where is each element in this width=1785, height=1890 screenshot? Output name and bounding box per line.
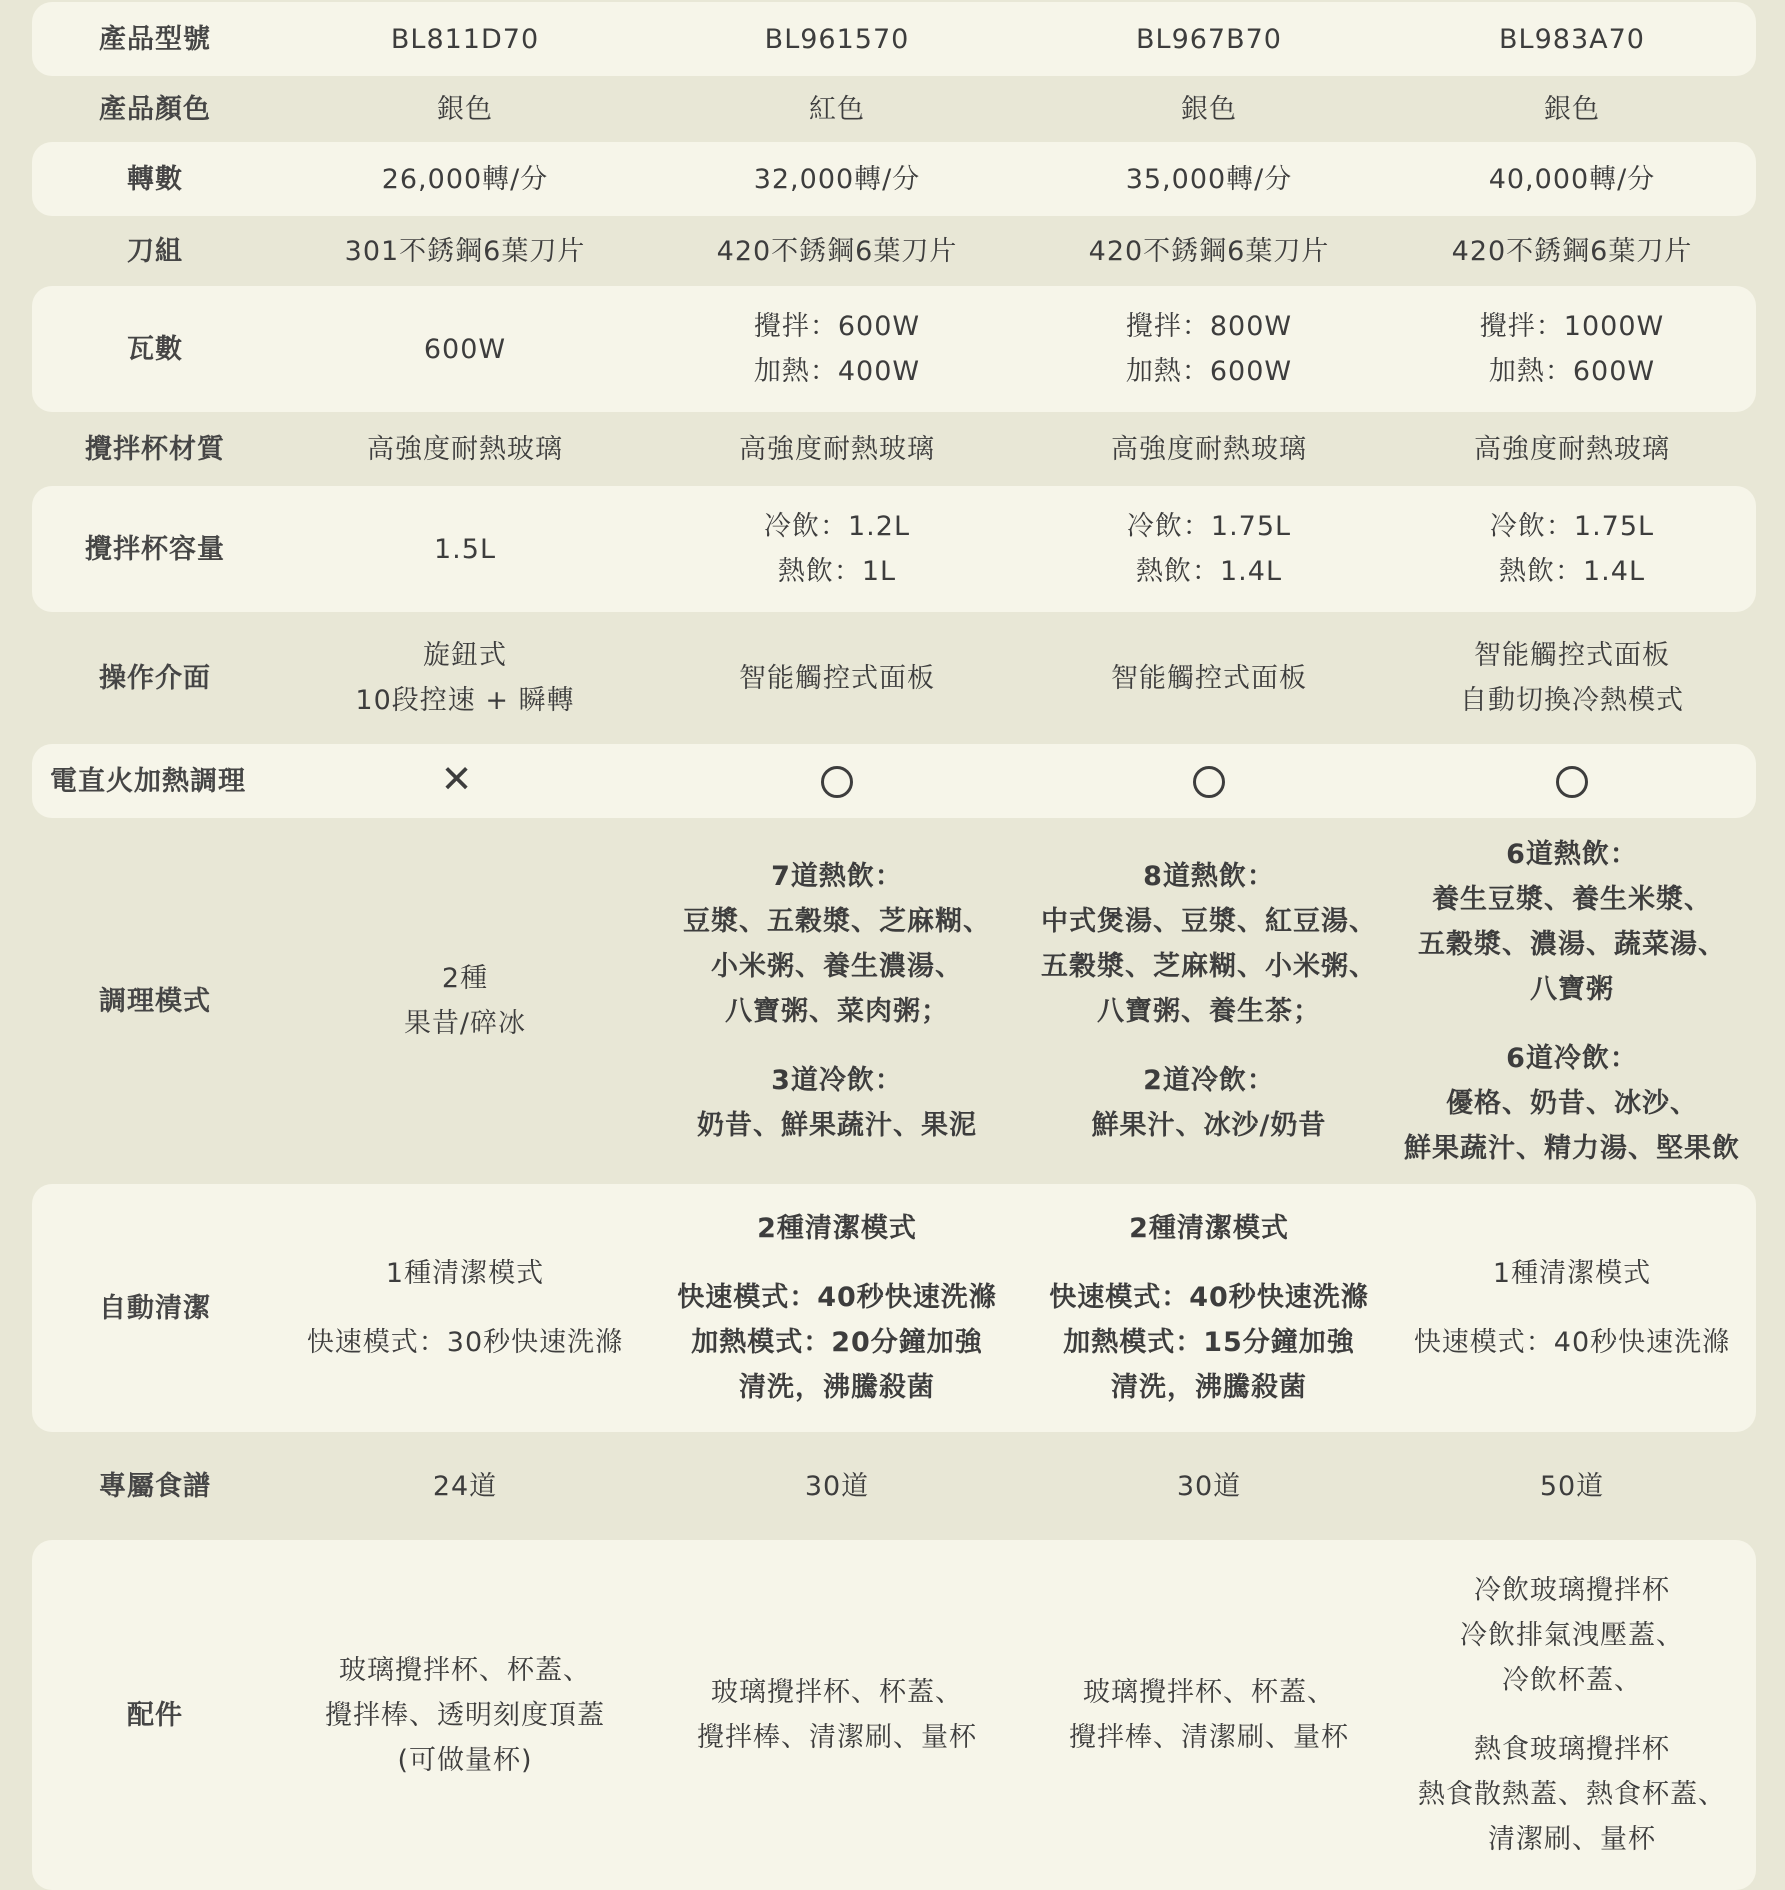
- table-cell: [1396, 17, 1748, 62]
- cell-text: 600W: [423, 333, 507, 365]
- cell-text: 冷飲：1.75L: [1489, 511, 1655, 542]
- cell-text: 銀色: [437, 93, 493, 125]
- table-cell: [652, 427, 1022, 472]
- cell-text: 30道: [1176, 1470, 1242, 1502]
- table-cell: [278, 757, 652, 806]
- row-label: 電直火加熱調理: [50, 765, 246, 797]
- table-cell: [278, 327, 652, 372]
- cell-text: 紅色: [809, 93, 865, 125]
- cell-text: 24道: [432, 1470, 498, 1502]
- cell-text: BL983A70: [1499, 23, 1645, 55]
- cell-text: 30道: [804, 1470, 870, 1502]
- cell-text: 八寶粥、養生茶；: [1097, 996, 1321, 1027]
- table-cell: [1396, 832, 1748, 1171]
- cell-text: 熱飲：1L: [777, 556, 897, 587]
- circle-mark-icon: [1193, 766, 1225, 798]
- cell-text: (可做量杯): [397, 1744, 533, 1776]
- table-row: [32, 76, 1756, 142]
- table-cell: [1396, 633, 1748, 723]
- row-label: 刀組: [127, 235, 183, 267]
- cell-text: 攪拌棒、清潔刷、量杯: [697, 1722, 977, 1753]
- cell-text: 1種清潔模式: [385, 1258, 545, 1289]
- table-cell: [652, 854, 1022, 1148]
- cell-text: 32,000轉/分: [753, 163, 921, 195]
- cell-text: 高強度耐熱玻璃: [1111, 433, 1307, 465]
- row-label: 產品型號: [99, 23, 211, 55]
- row-label: 產品顏色: [99, 93, 211, 125]
- cell-text: 冷飲：1.2L: [764, 511, 910, 542]
- table-cell: [652, 157, 1022, 202]
- cell-text: 熱飲：1.4L: [1136, 556, 1282, 587]
- row-label: 自動清潔: [99, 1292, 211, 1324]
- circle-mark-icon: [1556, 766, 1588, 798]
- cross-mark-icon: ✕: [440, 756, 474, 801]
- cell-text: 攪拌：600W: [753, 311, 921, 342]
- table-cell: [278, 87, 652, 132]
- cell-text: 420不銹鋼6葉刀片: [1451, 235, 1693, 267]
- cell-text: 加熱：600W: [1125, 356, 1293, 387]
- cell-text: 8道熱飲：: [1143, 861, 1275, 892]
- table-cell: [1022, 1464, 1396, 1509]
- cell-text: 玻璃攪拌杯、杯蓋、: [1083, 1677, 1335, 1708]
- cell-text: 高強度耐熱玻璃: [739, 433, 935, 465]
- table-cell: [652, 1670, 1022, 1760]
- cell-text: 攪拌棒、清潔刷、量杯: [1069, 1722, 1349, 1753]
- table-cell: [1396, 304, 1748, 394]
- cell-text: BL967B70: [1136, 23, 1282, 55]
- row-label: 轉數: [127, 163, 183, 195]
- cell-text: 奶昔、鮮果蔬汁、果泥: [697, 1110, 977, 1141]
- table-cell: [1396, 1251, 1748, 1365]
- table-cell: [1396, 1464, 1748, 1509]
- group-spacer: [1022, 1251, 1396, 1275]
- cell-text: 清潔刷、量杯: [1488, 1824, 1656, 1855]
- cell-text: 40,000轉/分: [1488, 163, 1656, 195]
- table-cell: [1022, 1206, 1396, 1410]
- cell-text: 小米粥、養生濃湯、: [711, 951, 963, 982]
- table-cell: [1022, 229, 1396, 274]
- table-cell: [278, 633, 652, 723]
- table-cell: [652, 504, 1022, 594]
- cell-text: BL811D70: [390, 23, 540, 55]
- cell-text: 熱食散熱蓋、熱食杯蓋、: [1418, 1779, 1726, 1810]
- cell-text: 2種清潔模式: [757, 1213, 917, 1244]
- cell-text: 快速模式：40秒快速洗滌: [1049, 1282, 1369, 1313]
- cell-text: 果昔/碎冰: [403, 1008, 527, 1039]
- table-cell: [652, 229, 1022, 274]
- table-cell: [1022, 17, 1396, 62]
- table-cell: [1022, 304, 1396, 394]
- table-row: [32, 1432, 1756, 1540]
- row-label: 操作介面: [99, 662, 211, 694]
- cell-text: 2種清潔模式: [1129, 1213, 1289, 1244]
- table-cell: [1022, 87, 1396, 132]
- table-cell: [278, 1464, 652, 1509]
- cell-text: 420不銹鋼6葉刀片: [716, 235, 958, 267]
- table-cell: [1396, 157, 1748, 202]
- table-cell: [278, 157, 652, 202]
- table-row: [32, 486, 1756, 612]
- cell-text: 26,000轉/分: [381, 163, 549, 195]
- table-cell: [278, 1648, 652, 1783]
- cell-text: 自動切換冷熱模式: [1460, 685, 1684, 716]
- cell-text: 八寶粥: [1530, 973, 1614, 1005]
- cell-text: 智能觸控式面板: [1474, 640, 1670, 671]
- cell-text: 五穀漿、濃湯、蔬菜湯、: [1418, 928, 1726, 960]
- row-label: 配件: [127, 1699, 183, 1731]
- cell-text: 快速模式：30秒快速洗滌: [306, 1327, 624, 1358]
- cell-text: 豆漿、五穀漿、芝麻糊、: [683, 906, 991, 937]
- table-cell: [652, 1206, 1022, 1410]
- group-spacer: [1022, 1034, 1396, 1058]
- cell-text: 6道冷飲：: [1506, 1042, 1638, 1074]
- group-spacer: [1396, 1703, 1748, 1727]
- table-cell: [1396, 1568, 1748, 1862]
- table-row: [32, 818, 1756, 1184]
- group-spacer: [278, 1296, 652, 1320]
- table-cell: [1396, 504, 1748, 594]
- cell-text: 冷飲玻璃攪拌杯: [1474, 1575, 1670, 1606]
- table-cell: [1022, 1670, 1396, 1760]
- cell-text: 3道冷飲：: [771, 1065, 903, 1096]
- table-cell: [1022, 656, 1396, 701]
- table-cell: [652, 656, 1022, 701]
- table-row: [32, 412, 1756, 486]
- table-cell: [1396, 759, 1748, 804]
- group-spacer: [1396, 1296, 1748, 1320]
- cell-text: 1種清潔模式: [1492, 1258, 1652, 1289]
- table-row: [32, 216, 1756, 286]
- cell-text: 中式煲湯、豆漿、紅豆湯、: [1041, 906, 1377, 937]
- table-row: [32, 1184, 1756, 1432]
- group-spacer: [652, 1251, 1022, 1275]
- table-cell: [1022, 854, 1396, 1148]
- cell-text: 420不銹鋼6葉刀片: [1088, 235, 1330, 267]
- table-cell: [278, 17, 652, 62]
- cell-text: 加熱：600W: [1488, 356, 1656, 387]
- cell-text: 加熱模式：15分鐘加強: [1063, 1327, 1355, 1358]
- circle-mark-icon: [821, 766, 853, 798]
- cell-text: 高強度耐熱玻璃: [367, 433, 563, 465]
- cell-text: 清洗，沸騰殺菌: [1111, 1372, 1307, 1403]
- row-label: 瓦數: [127, 333, 183, 365]
- cell-text: 攪拌棒、透明刻度頂蓋: [325, 1699, 605, 1731]
- cell-text: 銀色: [1181, 93, 1237, 125]
- cell-text: 八寶粥、菜肉粥；: [725, 996, 949, 1027]
- table-cell: [1396, 427, 1748, 472]
- cell-text: 熱食玻璃攪拌杯: [1474, 1734, 1670, 1765]
- cell-text: 智能觸控式面板: [739, 662, 935, 694]
- cell-text: 鮮果汁、冰沙/奶昔: [1091, 1110, 1327, 1141]
- table-cell: [652, 17, 1022, 62]
- cell-text: 301不銹鋼6葉刀片: [344, 235, 586, 267]
- table-cell: [1022, 427, 1396, 472]
- table-cell: [652, 87, 1022, 132]
- cell-text: 玻璃攪拌杯、杯蓋、: [339, 1654, 591, 1686]
- cell-text: 6道熱飲：: [1506, 838, 1638, 870]
- table-cell: [278, 427, 652, 472]
- table-cell: [1022, 759, 1396, 804]
- table-cell: [278, 229, 652, 274]
- cell-text: 清洗，沸騰殺菌: [739, 1372, 935, 1403]
- cell-text: 熱飲：1.4L: [1499, 556, 1645, 587]
- cell-text: 鮮果蔬汁、精力湯、堅果飲: [1404, 1132, 1740, 1164]
- cell-text: 五穀漿、芝麻糊、小米粥、: [1041, 951, 1377, 982]
- cell-text: 攪拌：1000W: [1479, 311, 1665, 342]
- table-cell: [652, 759, 1022, 804]
- cell-text: 冷飲杯蓋、: [1502, 1665, 1642, 1696]
- cell-text: BL961570: [764, 23, 910, 55]
- cell-text: 智能觸控式面板: [1111, 662, 1307, 694]
- group-spacer: [1396, 1012, 1748, 1036]
- cell-text: 旋鈕式: [423, 640, 507, 671]
- table-cell: [652, 1464, 1022, 1509]
- table-cell: [278, 527, 652, 572]
- table-cell: [1396, 229, 1748, 274]
- cell-text: 加熱模式：20分鐘加強: [691, 1327, 983, 1358]
- cell-text: 7道熱飲：: [771, 861, 903, 892]
- cell-text: 高強度耐熱玻璃: [1474, 433, 1670, 465]
- row-label: 攪拌杯材質: [85, 433, 225, 465]
- row-label: 攪拌杯容量: [85, 533, 225, 565]
- cell-text: 10段控速 + 瞬轉: [355, 685, 575, 716]
- table-cell: [278, 956, 652, 1046]
- cell-text: 優格、奶昔、冰沙、: [1446, 1087, 1698, 1119]
- table-cell: [1396, 87, 1748, 132]
- row-label: 專屬食譜: [99, 1470, 211, 1502]
- cell-text: 快速模式：40秒快速洗滌: [1413, 1327, 1731, 1358]
- spec-comparison-table: [32, 2, 1756, 1890]
- table-row: [32, 744, 1756, 818]
- cell-text: 快速模式：40秒快速洗滌: [677, 1282, 997, 1313]
- cell-text: 養生豆漿、養生米漿、: [1432, 883, 1712, 915]
- group-spacer: [652, 1034, 1022, 1058]
- table-cell: [1022, 157, 1396, 202]
- table-cell: [278, 1251, 652, 1365]
- cell-text: 銀色: [1544, 93, 1600, 125]
- cell-text: 攪拌：800W: [1125, 311, 1293, 342]
- cell-text: 玻璃攪拌杯、杯蓋、: [711, 1677, 963, 1708]
- cell-text: 50道: [1539, 1470, 1605, 1502]
- row-label: 調理模式: [99, 985, 211, 1017]
- cell-text: 35,000轉/分: [1125, 163, 1293, 195]
- cell-text: 2道冷飲：: [1143, 1065, 1275, 1096]
- cell-text: 冷飲排氣洩壓蓋、: [1460, 1620, 1684, 1651]
- table-row: [32, 2, 1756, 76]
- table-row: [32, 142, 1756, 216]
- cell-text: 2種: [441, 963, 489, 994]
- table-cell: [652, 304, 1022, 394]
- table-cell: [1022, 504, 1396, 594]
- cell-text: 1.5L: [434, 533, 496, 565]
- cell-text: 加熱：400W: [753, 356, 921, 387]
- table-row: [32, 1540, 1756, 1890]
- table-row: [32, 612, 1756, 744]
- cell-text: 冷飲：1.75L: [1126, 511, 1292, 542]
- table-row: [32, 286, 1756, 412]
